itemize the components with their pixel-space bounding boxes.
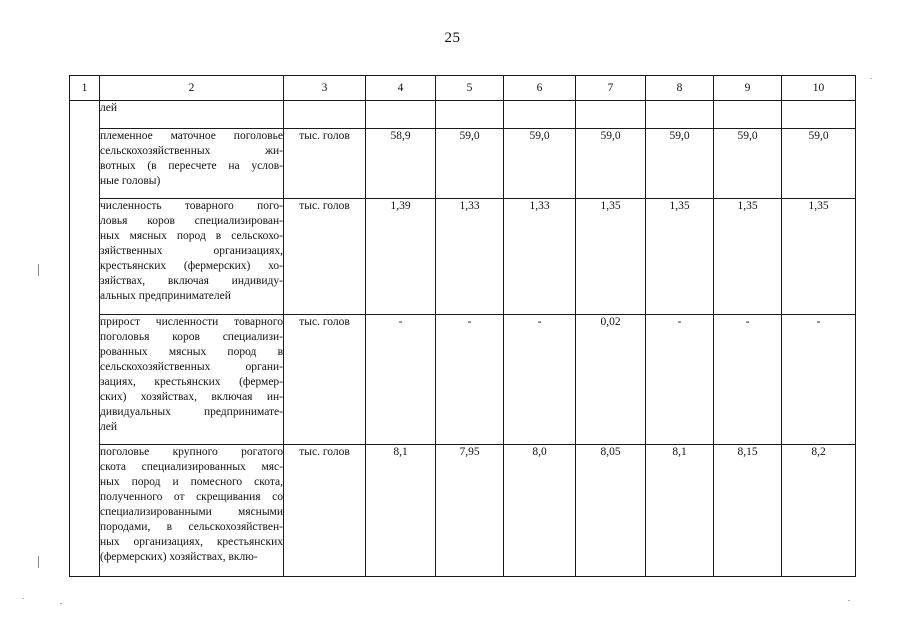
value-cell: 8,05 [576,445,646,577]
value-cell: 8,2 [782,445,856,577]
value-cell: 1,33 [504,199,576,315]
header-cell: 5 [436,76,504,101]
description-line: сельскохозяйственных жи- [100,145,283,157]
indicator-description [100,129,284,199]
value-cell: - [436,315,504,445]
header-cell: 1 [70,76,100,101]
header-cell: 4 [366,76,436,101]
indicator-description [100,445,284,577]
table-row [70,199,856,315]
unit-cell: тыс. голов [284,129,366,199]
value-cell [366,101,436,129]
unit-cell: тыс. голов [284,445,366,577]
unit-cell: тыс. голов [284,315,366,445]
indicator-table [69,75,856,577]
description-line: лей [100,102,117,114]
value-cell: 8,1 [646,445,714,577]
value-cell: 1,39 [366,199,436,315]
value-cell: 7,95 [436,445,504,577]
row-number-cell [70,101,100,577]
value-cell: - [714,315,782,445]
value-cell: 0,02 [576,315,646,445]
description-line: (фермерских) хозяйствах, вклю- [100,551,258,563]
table-header-row [70,76,856,101]
description-line: полученного от скрещивания со [100,491,283,503]
indicator-description [100,315,284,445]
description-line: крестьянских (фермерских) хо- [100,260,283,272]
header-cell: 2 [100,76,284,101]
description-line: рованных мясных пород в [100,346,283,358]
value-cell: 59,0 [646,129,714,199]
value-cell: 1,35 [646,199,714,315]
value-cell: 59,0 [504,129,576,199]
description-line: лей [100,421,117,433]
description-line: поголовья коров специализи- [100,331,283,343]
header-cell: 6 [504,76,576,101]
description-line: ные головы) [100,175,161,187]
value-cell: 8,15 [714,445,782,577]
header-cell: 8 [646,76,714,101]
description-line: сельскохозяйственных органи- [100,361,283,373]
scan-speck [22,598,24,599]
value-cell: 1,35 [782,199,856,315]
table-row [70,101,856,129]
value-cell: 59,0 [782,129,856,199]
table-row [70,315,856,445]
description-line: ных организациях, крестьянских [100,536,283,548]
description-line: ных мясных пород в сельскохо- [100,230,283,242]
header-cell: 10 [782,76,856,101]
value-cell: 8,0 [504,445,576,577]
header-cell: 9 [714,76,782,101]
value-cell: 58,9 [366,129,436,199]
description-line: зяйствах, включая индивиду- [100,275,283,287]
scan-speck [848,600,850,601]
indicator-description [100,101,284,129]
description-line: ных пород и помесного скота, [100,476,283,488]
value-cell: 59,0 [576,129,646,199]
description-line: ских) хозяйствах, включая ин- [100,391,283,403]
value-cell [436,101,504,129]
unit-cell [284,101,366,129]
description-line: специализированными мясными [100,506,283,518]
value-cell: - [504,315,576,445]
scan-speck [870,78,872,79]
value-cell [782,101,856,129]
value-cell [714,101,782,129]
header-cell: 3 [284,76,366,101]
value-cell: 8,1 [366,445,436,577]
description-line: племенное маточное поголовье [100,130,283,142]
unit-cell: тыс. голов [284,199,366,315]
value-cell: 1,35 [714,199,782,315]
value-cell [576,101,646,129]
description-line: скота специализированных мяс- [100,461,283,473]
table-row [70,129,856,199]
description-line: дивидуальных предпринимате- [100,406,283,418]
value-cell: 1,33 [436,199,504,315]
description-line: поголовье крупного рогатого [100,446,283,458]
value-cell: - [782,315,856,445]
value-cell [504,101,576,129]
value-cell: - [646,315,714,445]
description-line: альных предпринимателей [100,290,231,302]
scan-mark [38,264,39,276]
header-cell: 7 [576,76,646,101]
value-cell: 59,0 [436,129,504,199]
scan-mark [38,556,39,568]
description-line: вотных (в пересчете на услов- [100,160,283,172]
description-line: прирост численности товарного [100,316,283,328]
value-cell: 1,35 [576,199,646,315]
description-line: зациях, крестьянских (фермер- [100,376,283,388]
description-line: ловья коров специализирован- [100,215,283,227]
description-line: породами, в сельскохозяйствен- [100,521,283,533]
indicator-description [100,199,284,315]
description-line: зяйственных организациях, [100,245,283,257]
page-number: 25 [444,30,461,46]
value-cell: 59,0 [714,129,782,199]
value-cell [646,101,714,129]
value-cell: - [366,315,436,445]
description-line: численность товарного пого- [100,200,283,212]
table-row [70,445,856,577]
scan-speck [60,603,62,604]
